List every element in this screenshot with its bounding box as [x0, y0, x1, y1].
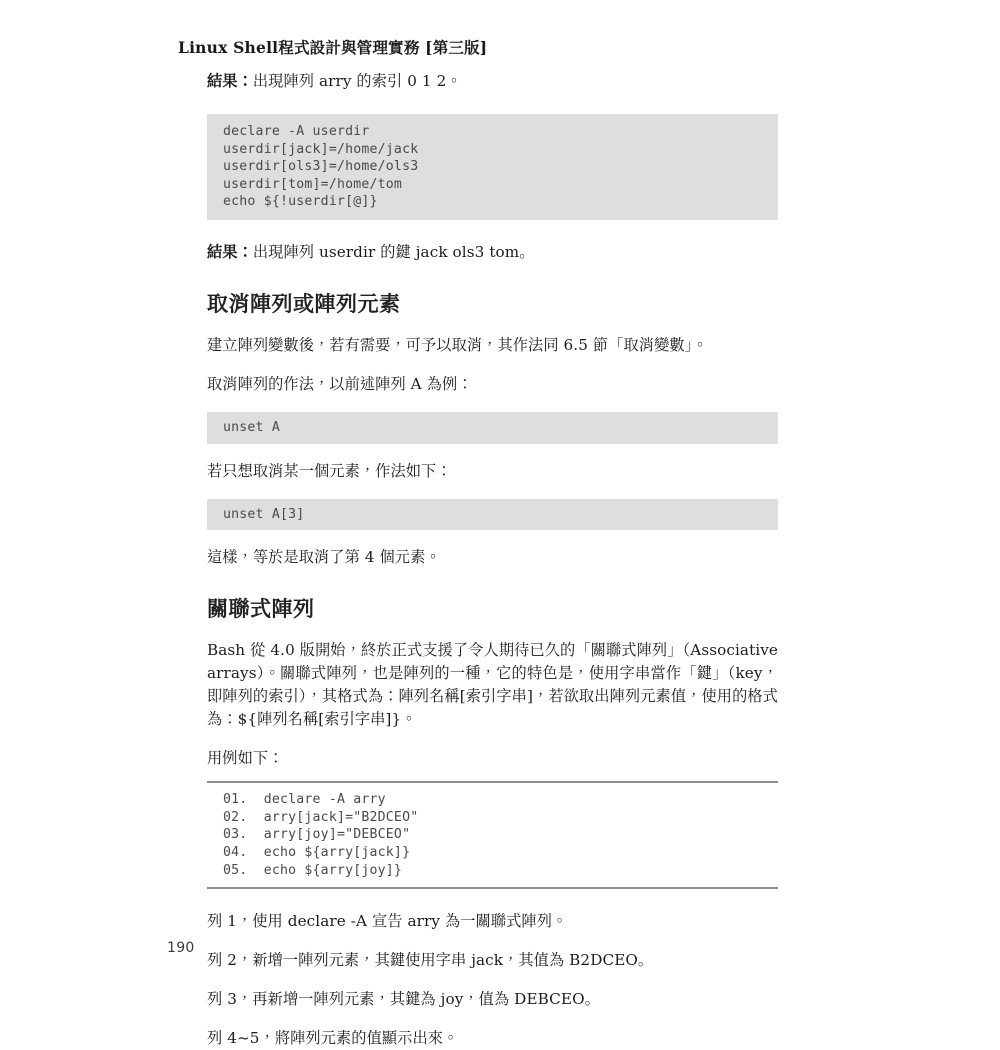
spacer: [207, 770, 778, 781]
spacer: [207, 731, 778, 747]
code-line: userdir[jack]=/home/jack: [223, 141, 419, 157]
code-block-unset-a: [207, 412, 778, 444]
code-line: userdir[tom]=/home/tom: [223, 176, 403, 192]
spacer: [207, 623, 778, 639]
listing-line: 04. echo ${arry[jack]}: [223, 844, 411, 860]
listing-line: 03. arry[joy]="DEBCEO": [223, 827, 411, 843]
explanation-line-4: 列 4~5，將陣列元素的值顯示出來。: [207, 1029, 459, 1048]
result-arry-text: 出現陣列 arry 的索引 0 1 2。: [252, 72, 462, 90]
spacer: [207, 530, 778, 546]
explanation-line-3: 列 3，再新增一陣列元素，其鍵為 joy，值為 DEBCEO。: [207, 990, 600, 1009]
code-line: unset A[3]: [223, 506, 305, 522]
spacer: [207, 264, 778, 291]
listing-line: 02. arry[jack]="B2DCEO": [223, 809, 419, 825]
result-userdir-label: 結果：: [207, 242, 253, 261]
code-line: unset A: [223, 419, 280, 435]
code-line: echo ${!userdir[@]}: [223, 194, 378, 210]
paragraph-usage-intro: 用例如下：: [207, 749, 284, 768]
spacer: [207, 972, 778, 988]
spacer: [207, 1011, 778, 1027]
running-head: Linux Shell程式設計與管理實務 [第三版]: [178, 38, 488, 57]
result-arry-label: 結果：: [207, 72, 253, 90]
paragraph-unset-example: 取消陣列的作法，以前述陣列 A 為例：: [207, 374, 473, 393]
result-userdir-text: 出現陣列 userdir 的鍵 jack ols3 tom。: [252, 242, 535, 261]
code-listing-arry: [207, 781, 778, 889]
spacer: [207, 318, 778, 334]
code-block-unset-a3: [207, 499, 778, 531]
listing-line: 05. echo ${arry[joy]}: [223, 862, 403, 878]
heading-associative-array: 關聯式陣列: [207, 597, 315, 622]
explanation-line-2: 列 2，新增一陣列元素，其鍵使用字串 jack，其值為 B2DCEO。: [207, 951, 654, 970]
code-line: declare -A userdir: [223, 124, 370, 139]
paragraph-unset-intro: 建立陣列變數後，若有需要，可予以取消，其作法同 6.5 節「取消變數」。: [207, 335, 708, 354]
spacer: [207, 569, 778, 596]
spacer: [207, 483, 778, 499]
spacer: [207, 93, 778, 114]
explanation-line-1: 列 1，使用 declare -A 宣告 arry 為一關聯式陣列。: [207, 912, 568, 931]
heading-unset-array: 取消陣列或陣列元素: [207, 291, 401, 316]
listing-line: 01. declare -A arry: [223, 792, 386, 808]
spacer: [207, 889, 778, 910]
spacer: [207, 220, 778, 241]
paragraph-unset-result: 這樣，等於是取消了第 4 個元素。: [207, 548, 441, 567]
result-arry-paragraph: [207, 70, 778, 93]
paragraph-associative-array: Bash 從 4.0 版開始，終於正式支援了令人期待已久的「關聯式陣列」（Associative arrays）。關聯式陣列，也是陣列的一種，它的特色是，使用字串當作「鍵」（key，即陣列的索引），其格式為：陣列名稱[索引字串]，若欲取出陣列元素值，使用的格式為：${陣列名稱[索引字串]}。: [207, 641, 778, 729]
spacer: [207, 933, 778, 949]
paragraph-unset-one-element: 若只想取消某一個元素，作法如下：: [207, 461, 452, 480]
code-line: userdir[ols3]=/home/ols3: [223, 159, 419, 175]
spacer: [207, 357, 778, 373]
spacer: [207, 444, 778, 460]
page-number: 190: [167, 940, 195, 956]
code-block-userdir: [207, 114, 778, 220]
spacer: [207, 396, 778, 412]
result-userdir-paragraph: [207, 241, 778, 264]
page-content: [207, 70, 778, 1050]
